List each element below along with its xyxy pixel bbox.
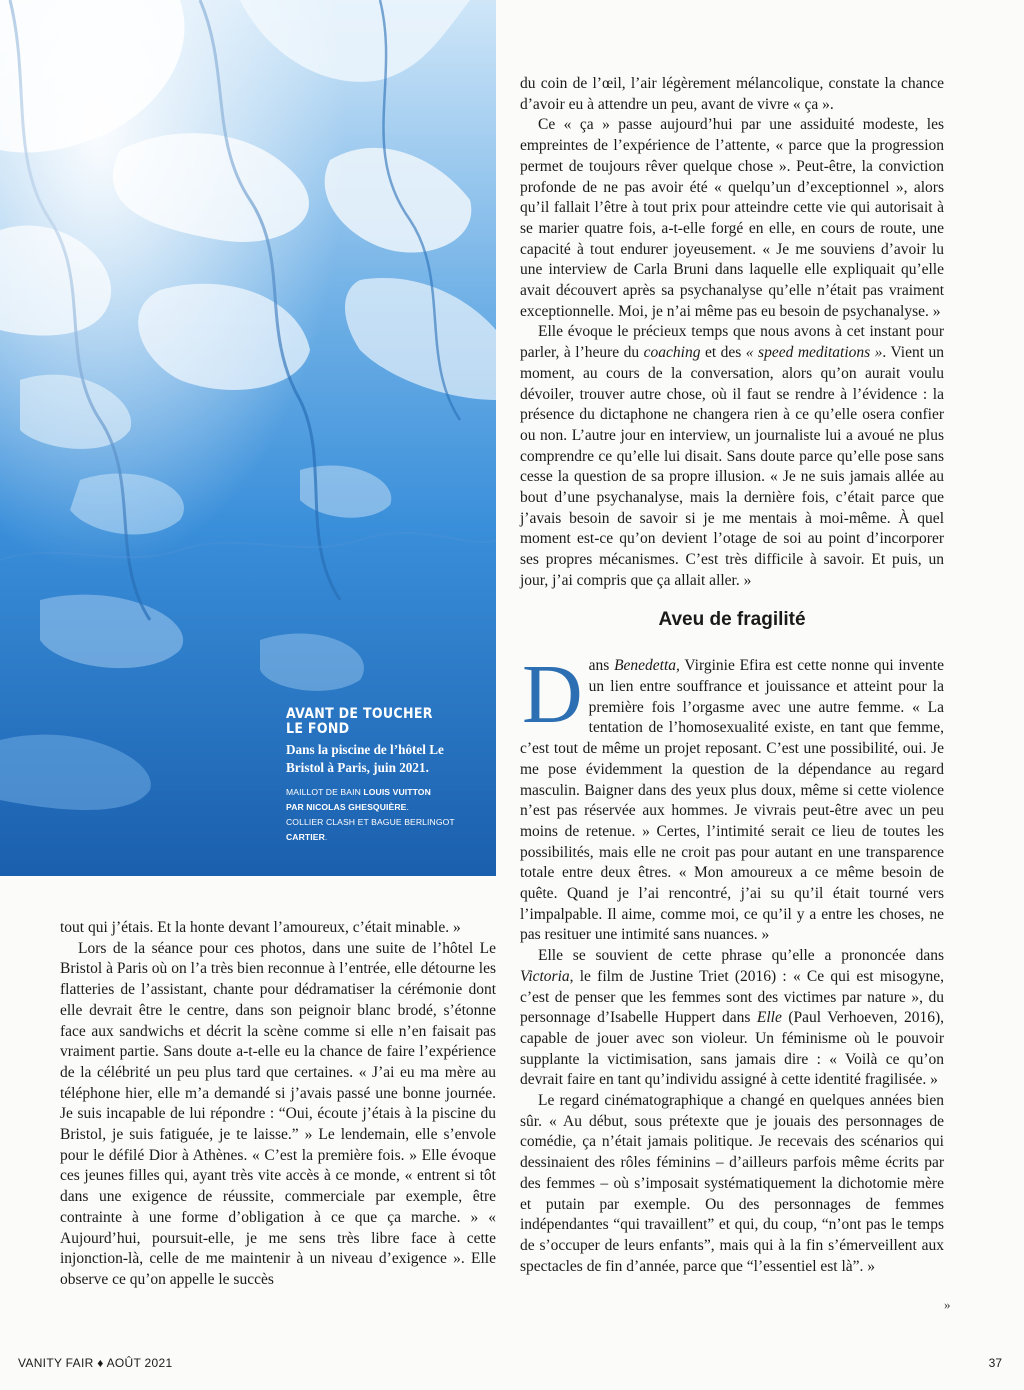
paragraph: tout qui j’étais. Et la honte devant l’amoureux, c’était minable. » [60, 919, 461, 936]
paragraph: du coin de l’œil, l’air légèrement mélancolique, constate la chance d’avoir eu à attendre un peu, avant de vivre « ça ». [520, 75, 944, 113]
photo-caption [286, 707, 476, 845]
pool-water-photo [0, 0, 496, 876]
continue-arrow-icon: » [944, 1297, 951, 1312]
paragraph: Ce « ça » passe aujourd’hui par une assiduité modeste, les empreintes de l’expérience de l’attente, « parce que la progression permet de toujours rêver quelque chose ». Peut-être, la conviction profonde de ne pas avoir été « quelqu’un d’exceptionnel », alors qu’il fallait l’être à tout prix pour atteindre cette vie qui autorisait à se marier quatre fois, a-t-elle forgé en elle, en cours de route, une capacité à tout endurer joyeusement. « Je me souviens d’avoir lu une interview de Carla Bruni dans laquelle elle expliquait qu’elle avait découvert après sa psychanalyse qu’elle n’était pas vraiment exceptionnelle. Moi, je n’ai même pas eu besoin de psychanalyse. » [520, 116, 944, 320]
caption-credits: MAILLOT DE BAIN LOUIS VUITTON PAR NICOLAS GHESQUIÈRE. COLLIER CLASH ET BAGUE BERLINGOT CARTIER. [286, 787, 455, 842]
section-subheading: Aveu de fragilité [658, 608, 806, 630]
diamond-icon: ♦ [97, 1356, 104, 1370]
drop-cap: D [522, 648, 583, 742]
footer-magazine-title: VANITY FAIR ♦ AOÛT 2021 [18, 1356, 173, 1370]
page-number: 37 [988, 1356, 1002, 1370]
paragraph: Dans Benedetta, Virginie Efira est cette nonne qui invente un lien entre souffrance et jouissance et atteint pour la première fois l’orgasme avec une autre femme. « La tentation de l’homosexualité existe, en tant que femme, c’est tout de même un projet reposant. C’est une possibilité, oui. Je me pose évidemment la question de la dépendance au regard masculin. Baigner dans des yeux plus doux, même si cette violence n’est pas réservée aux hommes. Je vivrais peut-être avec un peu moins de retenue. » Certes, l’intimité serait ce lieu de toutes les possibilités, mais elle ne croit pas pour autant en une transparence totale entre deux êtres. « Mon amoureux a ce même besoin de quête. Quand je l’ai rencontré, j’ai su qu’il était tourné vers l’impalpable. Il aime, comme moi, ce qu’il y a entre les choses, ne pas resituer une intimité sans nuances. » [520, 648, 944, 944]
right-column-text [520, 74, 944, 1277]
left-column-text [60, 918, 496, 1291]
caption-title: AVANT DE TOUCHER LE FOND [286, 706, 433, 737]
caption-subtitle: Dans la piscine de l’hôtel Le Bristol à Paris, juin 2021. [286, 742, 444, 775]
paragraph: Lors de la séance pour ces photos, dans une suite de l’hôtel Le Bristol à Paris où on l’a très bien reconnue à l’entrée, elle détourne les flatteries de l’assistant, chante pour dédramatiser la cérémonie dont elle devrait être le centre, dans son peignoir blanc brodé, s’étonne face aux sandwichs et décrit la scène comme si elle n’en faisait pas vraiment partie. Sans doute a-t-elle eu la chance de faire l’expérience de la célébrité un peu plus tard que certaines. « J’ai eu ma mère au téléphone hier, elle m’a demandé si j’avais passé une bonne journée. Je suis incapable de lui répondre : “Oui, écoute j’étais à la piscine du Bristol, je suis fatiguée, je te laisse.” » Le lendemain, elle s’envole pour le défilé Dior à Athènes. « C’est la première fois. » Elle évoque ces jeunes filles qui, ayant très vite accès à ce monde, « entrent si tôt dans une exigence de réussite, commerciale par exemple, être contrainte à une forme d’obligation à ce que ça marche. » « Aujourd’hui, poursuit-elle, je me sens très libre face à cette injonction-là, celle de me maintenir à un niveau d’exigence ». Elle observe ce qu’on appelle le succès [60, 939, 496, 1288]
paragraph: Le regard cinématographique a changé en quelques années bien sûr. « Au début, sous prétexte que je jouais des personnages de comédie, ça n’était jamais politique. Je recevais des scénarios qui dessinaient des rôles féminins – d’ailleurs parfois même écrits par des femmes – où s’imposait systématiquement la dichotomie mère et putain par exemple. Ou des personnages de femmes indépendantes “qui travaillent” et qui, du coup, “n’ont pas le temps de s’occuper de leurs enfants”, mais qui à la fin s’émerveillent aux spectacles de fin d’année, parce que “l’essentiel est là”. » [520, 1092, 944, 1275]
paragraph: Elle se souvient de cette phrase qu’elle a prononcée dans Victoria, le film de Justine Triet (2016) : « Ce qui est misogyne, c’est de penser que les femmes sont des victimes par nature », du personnage d’Isabelle Huppert dans Elle (Paul Verhoeven, 2016), capable de jouer avec son violeur. Un féminisme où le pouvoir supplante la victimisation, sans jamais dire : « Voilà ce qu’on devrait faire en tant qu’individu assigné à cette identité fragilisée. » [520, 947, 944, 1089]
paragraph: Elle évoque le précieux temps que nous avons à cet instant pour parler, à l’heure du coaching et des « speed meditations ». Vient un moment, au cours de la conversation, alors qu’on aurait voulu dévoiler, trouver autre chose, où il faut se rendre à l’évidence : la présence du dictaphone ne changera rien à ce qu’elle osera confier ou non. L’autre jour en interview, un journaliste lui a avoué ne plus comprendre ce qu’elle lui disait. Sans doute parce qu’elle pose sans cesse la question de sa propre illusion. « Je ne suis jamais allée au bout d’une psychanalyse, mais la dernière fois, c’était parce que j’avais besoin de savoir si je me mentais à moi-même. À quel moment est-ce qu’on devient l’otage de soi au point d’incorporer ses propres mécanismes. C’est très difficile à savoir. Et puis, un jour, j’ai compris que ça allait aller. » [520, 323, 944, 589]
